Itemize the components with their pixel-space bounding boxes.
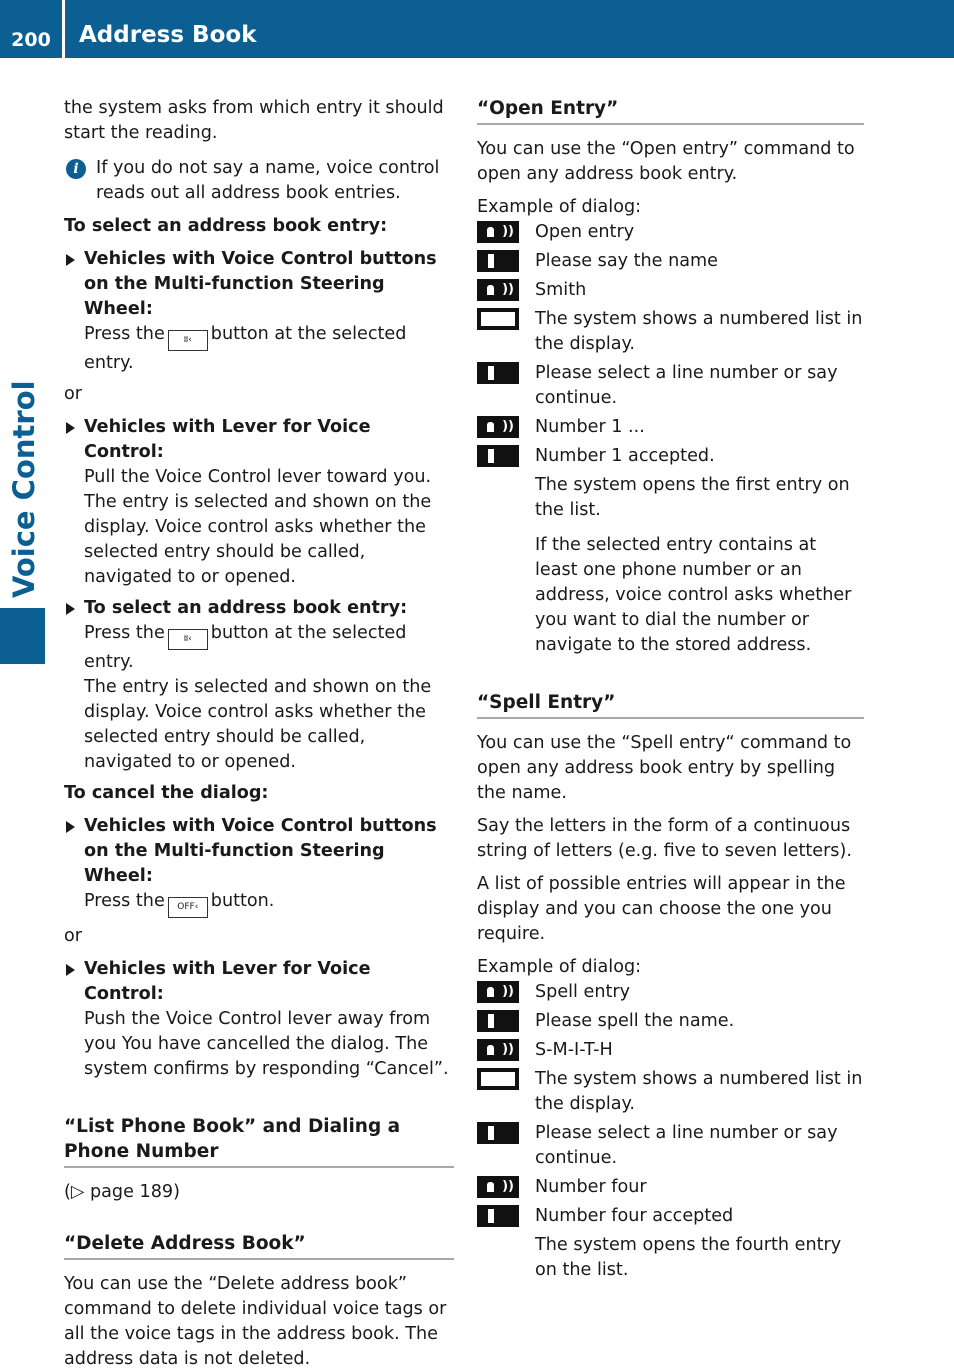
open-entry-heading: “Open Entry” xyxy=(477,96,864,125)
dialog-text: Number four xyxy=(535,1177,647,1197)
intro-text: the system asks from which entry it should start the reading. xyxy=(64,98,444,143)
dialog-row xyxy=(477,220,864,245)
open-after-1: The system opens the first entry on the list. xyxy=(535,475,850,520)
info-note xyxy=(64,156,454,206)
dialog-row xyxy=(477,1204,864,1229)
display-icon xyxy=(477,308,519,330)
spell-body-2: Say the letters in the form of a continuous string of letters (e.g. five to seven letters). xyxy=(477,816,852,861)
open-entry-dialog xyxy=(477,220,864,469)
cancel-heading: To cancel the dialog: xyxy=(64,783,269,803)
dialog-row xyxy=(477,278,864,303)
dialog-text: The system shows a numbered list in the display. xyxy=(535,309,863,354)
bullet-body: Press the ʬ‹ button at the selected entry. xyxy=(84,324,407,373)
voice-button-icon: ʬ‹ xyxy=(168,330,208,351)
dialog-row xyxy=(477,361,864,411)
dialog-text: S-M-I-T-H xyxy=(535,1040,613,1060)
spell-body-3: A list of possible entries will appear in the display and you can choose the one you require. xyxy=(477,874,846,944)
voice-button-icon: ʬ‹ xyxy=(168,629,208,650)
dialog-text: Number 1 accepted. xyxy=(535,446,715,466)
open-after-2: If the selected entry contains at least one phone number or an address, voice control asks whether you want to dial the number or navigate to the stored address. xyxy=(535,535,852,655)
dialog-row xyxy=(477,1009,864,1034)
bullet-body: Press the OFF‹ button. xyxy=(84,889,454,918)
right-column xyxy=(477,96,864,1283)
speech-icon xyxy=(477,1039,519,1061)
dialog-text: Please say the name xyxy=(535,251,718,271)
section-title: Address Book xyxy=(79,22,257,48)
speech-icon xyxy=(477,279,519,301)
list-item xyxy=(64,596,454,775)
spell-entry-dialog xyxy=(477,980,864,1229)
speech-icon xyxy=(477,1176,519,1198)
or-text: or xyxy=(64,926,82,946)
open-entry-body: You can use the “Open entry” command to open any address book entry. xyxy=(477,139,855,184)
info-text: If you do not say a name, voice control reads out all address book entries. xyxy=(96,158,440,203)
dialog-text: Number 1 ... xyxy=(535,417,645,437)
bullet-title: Vehicles with Voice Control buttons on the Multi-function Steering Wheel: xyxy=(84,249,437,319)
dialog-text: Please select a line number or say continue. xyxy=(535,1123,838,1168)
bullet-body: Press the ʬ‹ button at the selected entry. xyxy=(84,623,407,672)
dialog-row xyxy=(477,1067,864,1117)
bullet-body: Pull the Voice Control lever toward you. The entry is selected and shown on the display. Voice control asks whether the selected entry should be called, navigated to or opened. xyxy=(84,467,432,587)
select-heading: To select an address book entry: xyxy=(64,216,388,236)
open-entry-after xyxy=(535,473,864,658)
dialog-row xyxy=(477,444,864,469)
list-item xyxy=(64,957,454,1082)
display-icon xyxy=(477,1068,519,1090)
spell-body-1: You can use the “Spell entry“ command to open any address book entry by spelling the name. xyxy=(477,733,852,803)
info-icon: i xyxy=(66,159,86,179)
system-voice-icon xyxy=(477,250,519,272)
off-button-icon: OFF‹ xyxy=(168,897,208,918)
dialog-text: Number four accepted xyxy=(535,1206,734,1226)
spell-entry-after xyxy=(535,1233,864,1283)
page-header xyxy=(0,0,954,58)
speech-icon xyxy=(477,981,519,1003)
dialog-text: Please select a line number or say continue. xyxy=(535,363,838,408)
left-column xyxy=(64,96,454,1372)
spell-after: The system opens the fourth entry on the list. xyxy=(535,1235,842,1280)
example-label: Example of dialog: xyxy=(477,957,642,977)
dialog-text: Spell entry xyxy=(535,982,631,1002)
or-text: or xyxy=(64,384,82,404)
speech-icon xyxy=(477,416,519,438)
bullet-title: Vehicles with Lever for Voice Control: xyxy=(84,417,371,462)
bullet-body: Push the Voice Control lever away from you You have cancelled the dialog. The system confirms by responding “Cancel”. xyxy=(84,1009,449,1079)
example-label: Example of dialog: xyxy=(477,197,642,217)
bullet-title: To select an address book entry: xyxy=(84,598,408,618)
delete-body: You can use the “Delete address book” command to delete individual voice tags or all the voice tags in the address book. The address data is not deleted. xyxy=(64,1274,447,1369)
dialog-text: Open entry xyxy=(535,222,635,242)
dialog-row xyxy=(477,249,864,274)
page-reference: (▷ page 189) xyxy=(64,1182,180,1202)
dialog-text: Smith xyxy=(535,280,587,300)
page-number: 200 xyxy=(11,29,51,51)
list-phone-book-heading: “List Phone Book” and Dialing a Phone Number xyxy=(64,1114,454,1168)
system-voice-icon xyxy=(477,362,519,384)
delete-address-book-heading: “Delete Address Book” xyxy=(64,1231,454,1260)
dialog-row xyxy=(477,980,864,1005)
spell-entry-heading: “Spell Entry” xyxy=(477,690,864,719)
speech-icon xyxy=(477,221,519,243)
dialog-row xyxy=(477,1038,864,1063)
dialog-row xyxy=(477,1175,864,1200)
bullet-title: Vehicles with Voice Control buttons on the Multi-function Steering Wheel: xyxy=(84,816,437,886)
system-voice-icon xyxy=(477,1122,519,1144)
system-voice-icon xyxy=(477,445,519,467)
dialog-text: The system shows a numbered list in the display. xyxy=(535,1069,863,1114)
dialog-row xyxy=(477,307,864,357)
dialog-row xyxy=(477,415,864,440)
dialog-row xyxy=(477,1121,864,1171)
list-item xyxy=(64,814,454,918)
system-voice-icon xyxy=(477,1010,519,1032)
bullet-body: The entry is selected and shown on the display. Voice control asks whether the selected entry should be called, navigated to or opened. xyxy=(84,677,432,772)
list-item xyxy=(64,247,454,376)
header-divider xyxy=(62,0,65,58)
side-tab-label: Voice Control xyxy=(7,380,41,598)
dialog-text: Please spell the name. xyxy=(535,1011,735,1031)
system-voice-icon xyxy=(477,1205,519,1227)
list-item xyxy=(64,415,454,590)
bullet-title: Vehicles with Lever for Voice Control: xyxy=(84,959,371,1004)
